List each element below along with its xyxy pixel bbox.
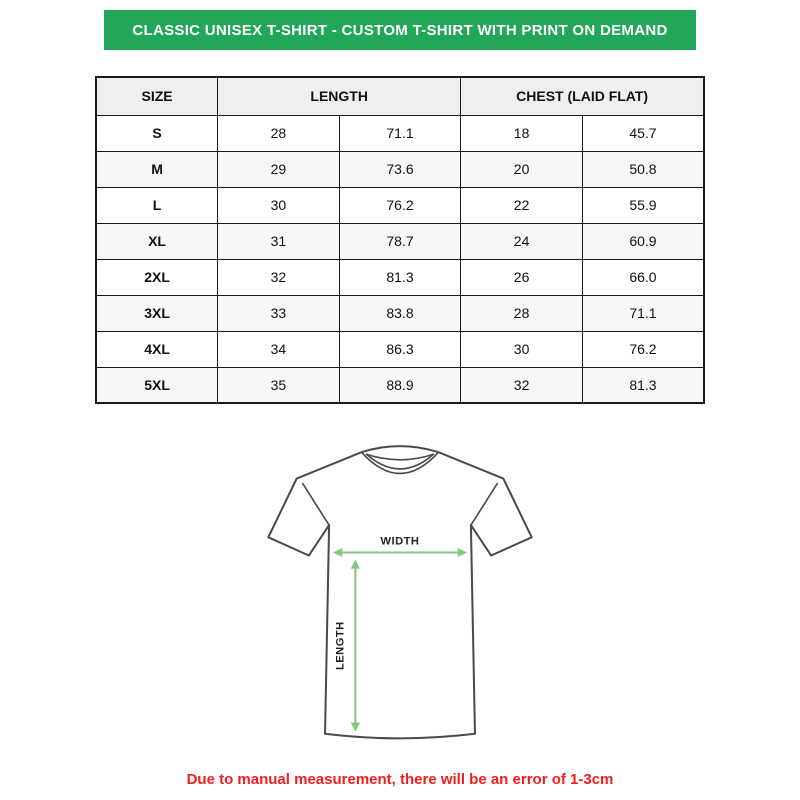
cell-chest-in: 30 bbox=[461, 331, 583, 367]
cell-chest-cm: 60.9 bbox=[582, 223, 704, 259]
cell-chest-in: 24 bbox=[461, 223, 583, 259]
cell-chest-cm: 76.2 bbox=[582, 331, 704, 367]
cell-chest-in: 26 bbox=[461, 259, 583, 295]
cell-length-cm: 81.3 bbox=[339, 259, 461, 295]
cell-chest-cm: 55.9 bbox=[582, 187, 704, 223]
tshirt-measurement-diagram bbox=[245, 438, 555, 755]
table-row bbox=[96, 223, 704, 259]
cell-size: M bbox=[96, 151, 218, 187]
table-row bbox=[96, 187, 704, 223]
cell-size: 5XL bbox=[96, 367, 218, 403]
cell-chest-in: 32 bbox=[461, 367, 583, 403]
cell-size: XL bbox=[96, 223, 218, 259]
cell-length-in: 29 bbox=[218, 151, 340, 187]
size-chart-table bbox=[95, 76, 705, 404]
cell-length-cm: 78.7 bbox=[339, 223, 461, 259]
cell-length-in: 34 bbox=[218, 331, 340, 367]
cell-size: 2XL bbox=[96, 259, 218, 295]
col-header-chest: CHEST (LAID FLAT) bbox=[461, 77, 704, 115]
table-row bbox=[96, 259, 704, 295]
cell-size: 4XL bbox=[96, 331, 218, 367]
cell-length-cm: 71.1 bbox=[339, 115, 461, 151]
page-title: CLASSIC UNISEX T-SHIRT - CUSTOM T-SHIRT WITH PRINT ON DEMAND bbox=[132, 21, 668, 39]
cell-length-in: 33 bbox=[218, 295, 340, 331]
table-row bbox=[96, 367, 704, 403]
cell-chest-in: 22 bbox=[461, 187, 583, 223]
cell-size: S bbox=[96, 115, 218, 151]
cell-length-cm: 86.3 bbox=[339, 331, 461, 367]
measurement-error-note: Due to manual measurement, there will be an error of 1-3cm bbox=[186, 771, 614, 788]
cell-length-cm: 83.8 bbox=[339, 295, 461, 331]
table-row bbox=[96, 115, 704, 151]
cell-size: L bbox=[96, 187, 218, 223]
cell-length-in: 30 bbox=[218, 187, 340, 223]
col-header-size: SIZE bbox=[96, 77, 218, 115]
cell-length-in: 32 bbox=[218, 259, 340, 295]
col-header-length: LENGTH bbox=[218, 77, 461, 115]
cell-chest-in: 20 bbox=[461, 151, 583, 187]
cell-chest-cm: 81.3 bbox=[582, 367, 704, 403]
cell-length-in: 31 bbox=[218, 223, 340, 259]
title-banner bbox=[104, 10, 696, 50]
header-row bbox=[96, 77, 704, 115]
table-row bbox=[96, 331, 704, 367]
cell-length-cm: 73.6 bbox=[339, 151, 461, 187]
cell-chest-in: 18 bbox=[461, 115, 583, 151]
cell-chest-cm: 50.8 bbox=[582, 151, 704, 187]
cell-chest-cm: 71.1 bbox=[582, 295, 704, 331]
cell-length-in: 35 bbox=[218, 367, 340, 403]
length-label: LENGTH bbox=[334, 621, 347, 671]
table-row bbox=[96, 295, 704, 331]
size-chart-body bbox=[96, 115, 704, 403]
cell-length-cm: 76.2 bbox=[339, 187, 461, 223]
cell-chest-cm: 66.0 bbox=[582, 259, 704, 295]
size-chart-header bbox=[96, 77, 704, 115]
table-row bbox=[96, 151, 704, 187]
cell-size: 3XL bbox=[96, 295, 218, 331]
cell-length-in: 28 bbox=[218, 115, 340, 151]
cell-chest-in: 28 bbox=[461, 295, 583, 331]
tshirt-diagram-svg bbox=[245, 438, 555, 750]
width-label: WIDTH bbox=[380, 535, 420, 548]
tshirt-outline bbox=[268, 446, 531, 738]
cell-chest-cm: 45.7 bbox=[582, 115, 704, 151]
cell-length-cm: 88.9 bbox=[339, 367, 461, 403]
